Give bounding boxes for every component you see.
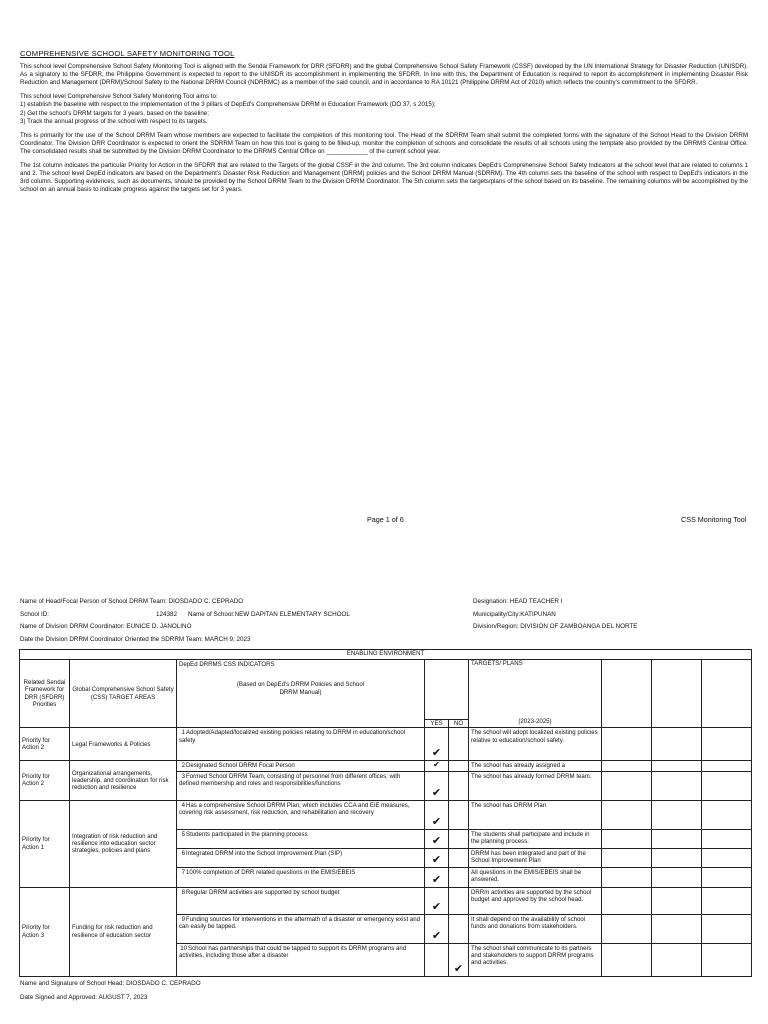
no-cell[interactable] (449, 771, 469, 800)
yes-header: YES (425, 720, 449, 728)
indicator-text: 100% completion of DRR related questions in the EMIS/EBEIS (186, 868, 356, 876)
indicator-number: 1 (181, 729, 185, 737)
target-area-cell: Funding for risk reduction and resilience of education sector (70, 887, 177, 976)
progress-cell (602, 771, 652, 800)
progress-cell (702, 914, 752, 943)
indicator-number: 8 (181, 888, 185, 896)
indicator-number: 2 (181, 762, 185, 770)
target-plan-cell: The school will adopt localized existing policies relative to education/school safety. (469, 728, 602, 761)
head-person-label: Name of Head/Focal Person of School DRRM Team: (20, 598, 167, 605)
progress-cell (602, 943, 652, 976)
progress-cell (602, 761, 652, 771)
progress-cell (602, 887, 652, 914)
check-mark-icon: ✔ (431, 786, 442, 799)
progress-cell (652, 914, 702, 943)
yes-cell[interactable] (425, 867, 449, 887)
indicator-cell (177, 761, 425, 771)
no-cell[interactable] (449, 800, 469, 829)
progress-cell (652, 728, 702, 761)
usage-paragraph: This is primarily for the use of the School DRRM Team whose members are expected to facilitate the completion of this monitoring tool. The Head of the SDRRM Team shall submit the completed forms with the signature of the School Head to the Division DRRM Coordinator. The Division DRR Coordinator is expected to orient the SDRRM Team on how this tool is going to be filled-up, monitor the completion of schools and consolidate the results of all schools using the template also provided by the DRRMS Central Office. The consolidated results shall be submitted by the Division DRRM Coordinator to the DRRMS Central Office on ____________ of the current school year. (20, 131, 748, 155)
indicator-text: Students participated in the planning process (186, 830, 308, 838)
columns-paragraph: The 1st column indicates the particular Priority for Action in the SFDRR that are related to the Targets of the global CSSF in the 2nd column. The 3rd column indicates DepEd's Comprehensive School Safety Indicators at the school level that are related to columns 1 and 2. The school level DepEd indicators are based on the Department's Disaster Risk Reduction and Management (DRRM) policies and the School DRRM Manual (SDRRM). The 4th column sets the baseline of the school with respect to DepEd's indicators in the 3rd column. Supporting evidences, such as documents, should be provided by the School DRRM Team to the Division DRRM Coordinator. The 5th column sets the targets/plans of the school based on its baseline. The remaining columns will be accomplished by the school on an annual basis to indicate progress against the targets set for 3 years. (20, 162, 748, 194)
no-cell[interactable] (449, 761, 469, 771)
priority-cell: Priority for Action 3 (20, 887, 70, 976)
target-plan-cell: DRRm activities are supported by the school budget and approved by the school head. (469, 887, 602, 914)
aims-intro: This school level Comprehensive School Safety Monitoring Tool aims to: (20, 93, 218, 101)
indicator-cell (177, 887, 425, 914)
col-header-sfdrr: Related Sendai Framework for DRR (SFDRR) Priorities (20, 660, 70, 728)
municipality-value: KATIPUNAN (520, 611, 556, 618)
indicator-cell (177, 771, 425, 800)
progress-cell (602, 848, 652, 867)
check-mark-icon: ✔ (431, 853, 442, 866)
progress-cell (652, 887, 702, 914)
indicator-text: Funding sources for interventions in the aftermath of a disaster or emergency exist and can easily be tapped. (179, 915, 421, 930)
indicator-number: 3 (181, 772, 185, 780)
yes-cell[interactable] (425, 943, 449, 976)
target-area-cell: Organizational arrangements, leadership, and coordination for risk reduction and resilience (70, 761, 177, 800)
indicator-cell (177, 848, 425, 867)
indicator-text: Designated School DRRM Focal Person (186, 762, 295, 770)
check-mark-icon: ✔ (453, 962, 464, 975)
no-cell[interactable] (449, 914, 469, 943)
designation-row (473, 598, 562, 606)
progress-cell (702, 848, 752, 867)
indicator-number: 9 (181, 915, 185, 923)
progress-cell (702, 761, 752, 771)
oriented-date-value: MARCH 9, 2023 (204, 636, 251, 643)
no-header: NO (449, 720, 469, 728)
progress-cell (602, 829, 652, 848)
indicator-text: School has partnerships that could be tapped to support its DRRM programs and activities, including those after a disaster (179, 944, 407, 959)
aim-item: 3) Track the annual progress of the school with respect to its targets. (20, 117, 208, 125)
indicator-number: 7 (181, 868, 185, 876)
school-name-value: NEW DAPITAN ELEMENTARY SCHOOL (234, 611, 350, 618)
progress-cell (702, 943, 752, 976)
progress-cell (702, 771, 752, 800)
coordinator-row (20, 623, 191, 631)
coordinator-label: Name of Division DRRM Coordinator: (20, 623, 125, 630)
progress-cell (652, 829, 702, 848)
progress-cell (652, 943, 702, 976)
indicator-cell (177, 800, 425, 829)
target-plan-cell: All questions in the EMIS/EBEIS shall be answered. (469, 867, 602, 887)
progress-cell (702, 800, 752, 829)
progress-cell (702, 829, 752, 848)
col-header-indicators (177, 660, 425, 728)
head-person-row (20, 598, 243, 606)
signature-label: Name and Signature of School Head: (20, 980, 125, 987)
progress-cell (702, 867, 752, 887)
indicator-number: 5 (181, 830, 185, 838)
no-cell[interactable] (449, 943, 469, 976)
oriented-date-label: Date the Division DRRM Coordinator Oriented the SDRRM Team: (20, 636, 203, 643)
priority-cell: Priority for Action 2 (20, 728, 70, 761)
col-header-targets (469, 660, 602, 728)
col-header-css-target: Global Comprehensive School Safety (CSS) TARGET AREAS (70, 660, 177, 728)
page-number: Page 1 of 6 (367, 515, 404, 524)
indicators-title: DepEd DRRMS CSS INDICATORS (179, 661, 275, 668)
col-header-year3 (702, 660, 752, 728)
targets-years: (2023-2025) (518, 718, 552, 725)
signature-value: DIOSDADO C. CEPRADO (126, 980, 201, 987)
instructions-section (20, 50, 748, 200)
progress-cell (652, 761, 702, 771)
target-plan-cell: The school shall communicate to its partners and stakeholders to support DRRM programs and activities. (469, 943, 602, 976)
target-plan-cell: The school has already assigned a (469, 761, 602, 771)
date-signed-row (20, 994, 147, 1001)
target-area-cell: Legal Frameworks & Policies (70, 728, 177, 761)
check-mark-icon: ✔ (431, 834, 442, 847)
document-footer-name: CSS Monitoring Tool (681, 515, 747, 524)
no-cell[interactable] (449, 829, 469, 848)
col-header-year1 (602, 660, 652, 728)
check-mark-icon: ✔ (433, 760, 440, 770)
progress-cell (652, 771, 702, 800)
division-value: DIVISION OF ZAMBOANGA DEL NORTE (520, 623, 638, 630)
aim-item: 2) Get the school's DRRM targets for 3 years, based on the baseline; (20, 109, 209, 117)
yes-cell[interactable] (425, 761, 449, 771)
progress-cell (602, 867, 652, 887)
target-plan-cell: The school has DRRM Plan (469, 800, 602, 829)
progress-cell (702, 728, 752, 761)
designation-label: Designation: (473, 598, 509, 605)
head-person-value: DIOSDADO C. CEPRADO (168, 598, 244, 605)
school-name-row (188, 611, 350, 619)
yes-cell[interactable] (425, 914, 449, 943)
indicator-text: Formed School DRRM Team, consisting of personnel from different offices; with defined membership and roles and responsibilities/functions (179, 772, 401, 787)
indicator-cell (177, 914, 425, 943)
section-title: ENABLING ENVIRONMENT (20, 650, 752, 660)
css-monitoring-table (19, 649, 752, 977)
division-label: Division/Region: (473, 623, 519, 630)
progress-cell (602, 800, 652, 829)
indicators-subtitle: (Based on DepEd's DRRM Policies and School DRRM Manual) (236, 681, 365, 696)
indicator-cell (177, 728, 425, 761)
oriented-date-row (20, 636, 251, 644)
check-mark-icon: ✔ (431, 815, 442, 828)
school-id-value: 124382 (156, 611, 178, 618)
priority-cell: Priority for Action 2 (20, 761, 70, 800)
target-plan-cell: It shall depend on the availability of school funds and donations from stakeholders. (469, 914, 602, 943)
col-header-year2 (652, 660, 702, 728)
designation-value: HEAD TEACHER I (509, 598, 563, 605)
progress-cell (652, 800, 702, 829)
yes-cell[interactable] (425, 829, 449, 848)
table-row (20, 887, 752, 914)
progress-cell (602, 914, 652, 943)
aims-block (20, 93, 748, 125)
target-plan-cell: The students shall participate and include in the planning process. (469, 829, 602, 848)
municipality-row (473, 611, 556, 619)
table-row (20, 761, 752, 771)
priority-cell: Priority for Action 1 (20, 800, 70, 887)
check-mark-icon: ✔ (431, 747, 442, 760)
progress-cell (702, 887, 752, 914)
indicator-cell (177, 867, 425, 887)
table-row (20, 800, 752, 829)
indicator-text: Integrated DRRM into the School Improvement Plan (SIP) (186, 849, 343, 857)
no-cell[interactable] (449, 848, 469, 867)
yes-cell[interactable] (425, 848, 449, 867)
yes-cell[interactable] (425, 800, 449, 829)
school-name-label: Name of School: (188, 611, 235, 618)
progress-cell (602, 728, 652, 761)
table-row (20, 728, 752, 761)
no-cell[interactable] (449, 867, 469, 887)
check-mark-icon: ✔ (431, 900, 442, 913)
yes-cell[interactable] (425, 887, 449, 914)
indicator-number: 6 (181, 849, 185, 857)
aim-item: 1) establish the baseline with respect to the implementation of the 3 pillars of DepEd's Comprehensive DRRM in Education Framework (DO 37, s 2015); (20, 101, 436, 109)
school-id-row (20, 611, 49, 619)
check-mark-icon: ✔ (431, 873, 442, 886)
indicator-cell (177, 943, 425, 976)
target-plan-cell: DRRM has been integrated and part of the School Improvement Plan (469, 848, 602, 867)
division-row (473, 623, 654, 631)
yes-cell[interactable] (425, 771, 449, 800)
target-area-cell: Integration of risk reduction and resilience into education sector strategies, policies and plans (70, 800, 177, 887)
date-signed-label: Date Signed and Approved: (20, 994, 98, 1001)
indicator-cell (177, 829, 425, 848)
indicator-text: Has a comprehensive School DRRM Plan, which includes CCA and EiE measures, covering risk assessment, risk reduction, and rehabilitation and recovery (179, 801, 410, 816)
indicator-number: 4 (181, 801, 185, 809)
yes-cell[interactable] (425, 728, 449, 761)
indicator-text: Regular DRRM activities are supported by school budget (186, 888, 340, 896)
school-id-label: School ID: (20, 611, 50, 618)
target-plan-cell: The school has already formed DRRM team. (469, 771, 602, 800)
coordinator-value: EUNICE D. JANOLINO (126, 623, 192, 630)
municipality-label: Municipality/City: (473, 611, 521, 618)
indicator-text: Adopted/Adapted/localized existing policies relating to DRRM in education/school safety (179, 729, 406, 744)
progress-cell (652, 867, 702, 887)
targets-title: TARGETS/ PLANS (471, 660, 523, 667)
signature-row (20, 980, 201, 987)
check-mark-icon: ✔ (431, 929, 442, 942)
no-cell[interactable] (449, 887, 469, 914)
indicator-number: 10 (180, 944, 187, 952)
document-title: COMPREHENSIVE SCHOOL SAFETY MONITORING TOOL (20, 49, 235, 58)
col-header-baseline (425, 660, 469, 720)
progress-cell (652, 848, 702, 867)
intro-paragraph: This school level Comprehensive School Safety Monitoring Tool is aligned with the Sendai Framework for DRR (SFDRR) and the global Comprehensive School Safety Framework (CSSF) developed by the UN International Strategy for Disaster Reduction (UNISDR). As a signatory to the SFDRR, the Philippine Government is expected to report to the UNISDR its accomplishment in implementing the SFDRR. In line with this, the Department of Education is required to report its accomplishment in implementing Disaster Risk Reduction and Management (DRRM)/School Safety to the National DRRM Council (NDRRMC) as a member of the said council, and in accordance to RA 10121 (Philippine DRRM Act of 2010) which reflects the country's commitment to the SFDRR. (20, 63, 748, 87)
no-cell[interactable] (449, 728, 469, 761)
date-signed-value: AUGUST 7, 2023 (98, 994, 148, 1001)
